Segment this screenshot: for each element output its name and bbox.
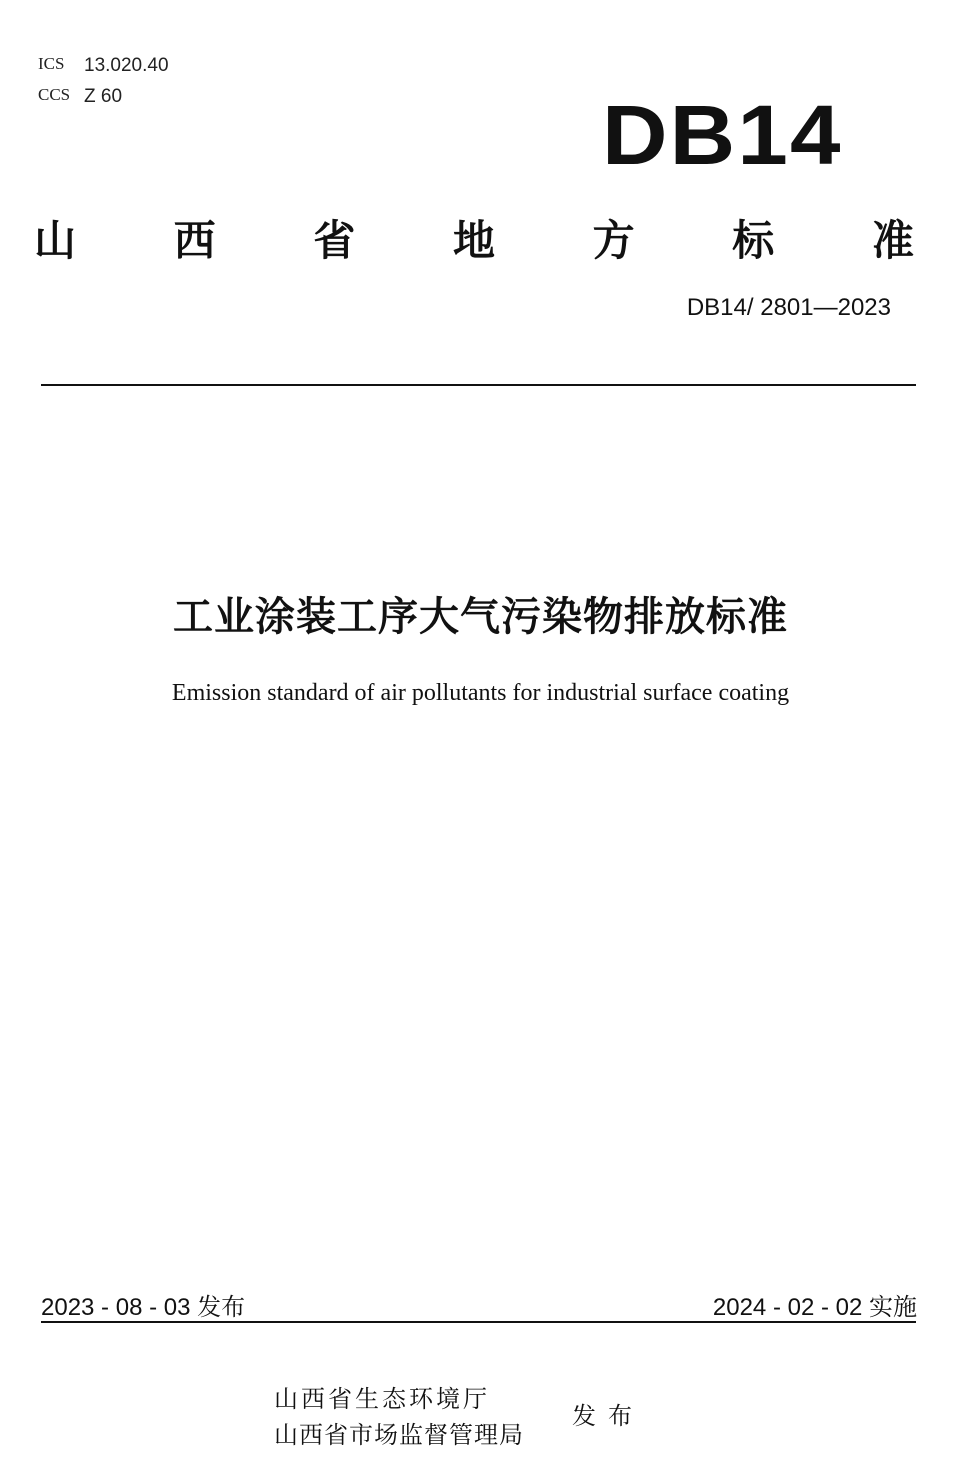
- standard-type-heading: [34, 207, 914, 269]
- ics-code: 13.020.40: [84, 55, 169, 76]
- standard-type-char: 山: [34, 216, 77, 265]
- standard-type-char: 西: [173, 216, 216, 265]
- issuer-line-2: 山西省市场监督管理局: [274, 1421, 524, 1449]
- footer-divider: [41, 1321, 916, 1323]
- title-english: Emission standard of air pollutants for industrial surface coating: [171, 680, 790, 706]
- standard-type-char: 省: [313, 216, 356, 265]
- ccs-code: Z 60: [84, 86, 123, 107]
- publish-date: 2023 - 08 - 03 发布: [41, 1294, 246, 1321]
- issuer-line-1: 山西省生态环境厅: [274, 1385, 490, 1413]
- standard-type-char: 方: [592, 216, 635, 265]
- standard-type-char: 准: [871, 216, 914, 265]
- ics-label: ICS: [38, 54, 65, 73]
- title-chinese: 工业涂装工序大气污染物排放标准: [173, 594, 788, 640]
- implement-date: 2024 - 02 - 02 实施: [712, 1294, 917, 1321]
- publish-label: 发布: [572, 1402, 644, 1430]
- standard-type-char: 标: [732, 216, 775, 265]
- standard-number: DB14/ 2801—2023: [686, 294, 891, 321]
- ccs-label: CCS: [38, 85, 71, 104]
- standard-type-char: 地: [452, 216, 495, 265]
- db-logo: DB14: [602, 88, 843, 182]
- header-divider: [41, 384, 916, 386]
